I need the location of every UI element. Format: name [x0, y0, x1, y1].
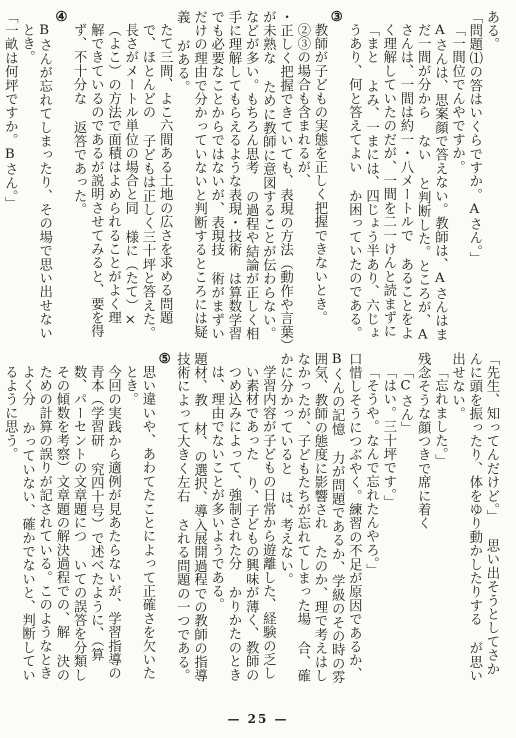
heading-3: ③: [329, 10, 346, 26]
paragraph-8b: 題材、教 材、の選択、導入展開過程での教師の指導技術によって大きく左右 される問題の一つである。: [174, 352, 207, 683]
heading-5: ⑤: [157, 352, 174, 368]
answer-line: 「一間位でんやですか。: [449, 23, 465, 174]
paragraph-2: ・正しく把握できていても、表現の方法（動作や言葉）が未熟な ために教師に意図することが伝わらない。などが多い。もちろん思考 の過程や結論が正しく相手に理解してもらえるような表現・技術 は算数学習でも必要なことからではないが、表現技 術がまずいだけの理由で分かっていないと判断するところには疑義 がある。: [174, 10, 293, 346]
quote-6: 「そうや。なんで忘れたんやろ。」: [363, 365, 379, 578]
quote-3: 「忘れました。」: [432, 365, 448, 468]
lower-section: [2, 352, 500, 686]
page-number-text: — 25 —: [227, 712, 289, 726]
question-line: 「問題⑴の答はいくらですか。Aさん。」: [466, 10, 482, 266]
quote-5: 「はい。三十坪です。」: [380, 365, 396, 509]
paragraph-1: Aさんは、思案顔で答えない。教師は、Aさんはまだ一間が分から ない と判断した。ところが、Aさんは、一間は約一・八メートルで あることをよく理解していたのだが、一間を二一けんと読まずに「まと よみ、一まには、四じょう半あり、六じょうあり、何と答えてよい か困っていたのである。: [346, 23, 448, 343]
paragraph-3: たて三間、よこ六間ある土地の広さを求める問題で、ほとんどの 子どもは正しく三十坪と答えた。長さがメートル単位の場合と同 様に（たて）×（よこ）の方法で面積はよめられることがよく理 解できているのであるが説明させてみると、要を得ず、不十分な 返答であった。: [71, 23, 173, 340]
question-line-2: 「一畝は何坪ですか。Bさん。」: [2, 10, 18, 211]
paragraph-4: Bさんが忘れてしまったり、その場で思い出せないとき。: [19, 23, 52, 340]
lower-text-flow: [2, 352, 500, 686]
paragraph-opening: ある。: [484, 10, 499, 52]
paragraph-5: 「先生、知ってんだけど。」 思い出そうとしてさかんに頭を振ったり、体をゆり動かしたりする が思い出せない。: [449, 352, 499, 683]
heading-4: ④: [53, 10, 70, 26]
paragraph-8: 学習内容が子どもの日常から遊離した、経験の乏しい素材であった り、子どもの興味が薄く、教師のつめ込みによって、強制された分 かりかたのときは、理由でないことが多いようである。: [208, 365, 276, 682]
paragraph-7: 口惜しそうにつぶやく。練習の不足が原因であるか、Bくんの記憶 力が問題であるか、学級のその時の雰囲気、教師の態度に影響され たのか、理で考えはしなかったが、子どもたちが忘れてしまった場 合、確かに分かっていると は、考えない。: [277, 352, 362, 684]
upper-section: [2, 10, 500, 350]
paragraph-10: 今回の実践から適例が見あたらないが、学習指導の青本（学習研 究四十号）で述べたように、（算数、パーセントの文章題につ いての誤答を分類しその傾数を考察）文章題の解決過程での、解 決のための計算の誤りが記されている。このようなときよく分 かっていない、確かでないと、判断しているように思う。: [2, 365, 121, 682]
upper-text-flow: [2, 10, 500, 350]
subheading: ②③の場合も含まれるが、: [294, 23, 310, 188]
paragraph-6: 残念そうな顔つきで席に着く: [415, 352, 431, 531]
paragraph-9: 思い違いや、あわてたことによって正確さを欠いたとき。: [122, 365, 155, 681]
quote-4: 「Cさん」: [397, 365, 413, 436]
page-number: [0, 712, 516, 726]
heading-3-text: 教師が子どもの実態を正しく把握できないとき。: [311, 23, 327, 325]
